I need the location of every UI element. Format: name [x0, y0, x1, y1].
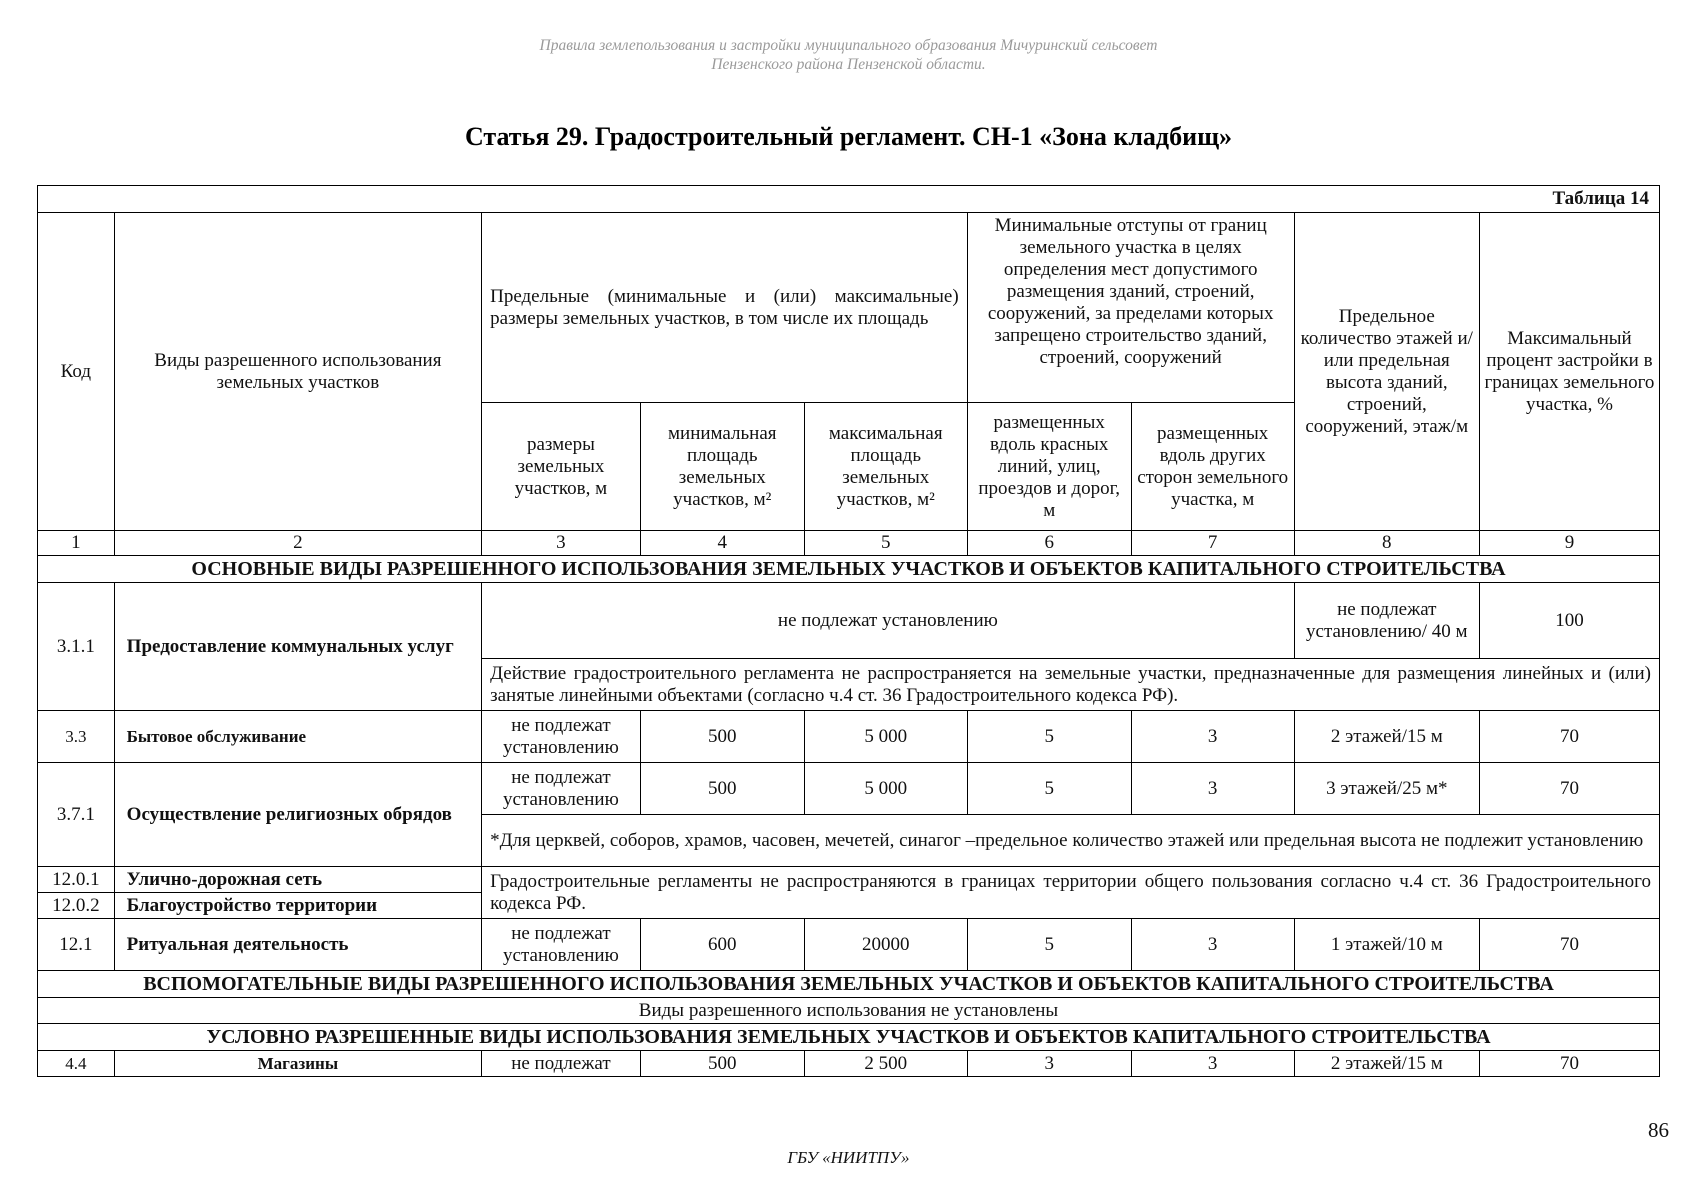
table-row: [38, 1051, 1660, 1077]
row-plot-size: не подлежат: [482, 1051, 641, 1077]
row-code: 12.0.2: [38, 893, 115, 919]
aux-note: Виды разрешенного использования не установлены: [38, 998, 1660, 1024]
row-min-area: 500: [640, 1051, 804, 1077]
row-floors: не подлежат установлению/ 40 м: [1294, 583, 1479, 659]
row-max-area: 5 000: [804, 763, 967, 815]
page-footer: ГБУ «НИИТПУ»: [787, 1148, 910, 1167]
header-max-area: максимальная площадь земельных участков, м²: [804, 403, 967, 531]
row-note: Градостроительные регламенты не распространяются в границах территории общего пользования согласно ч.4 ст. 36 Градостроительного кодекса РФ.: [482, 867, 1660, 919]
column-number: 1: [38, 531, 115, 556]
row-name: Магазины: [114, 1051, 481, 1077]
header-coverage: Максимальный процент застройки в границах земельного участка, %: [1479, 213, 1659, 531]
header-red-lines: размещенных вдоль красных линий, улиц, проездов и дорог, м: [967, 403, 1131, 531]
row-name: Благоустройство территории: [114, 893, 481, 919]
header-plot-sizes: Предельные (минимальные и (или) максимальные) размеры земельных участков, в том числе их площадь: [482, 213, 968, 403]
row-red-lines: 3: [967, 1051, 1131, 1077]
row-code: 3.3: [38, 711, 115, 763]
row-merged-value: не подлежат установлению: [482, 583, 1295, 659]
table-row: [38, 867, 1660, 893]
row-name: Предоставление коммунальных услуг: [114, 583, 481, 711]
page-number: 86: [1648, 1118, 1669, 1142]
row-min-area: 500: [640, 711, 804, 763]
row-max-area: 2 500: [804, 1051, 967, 1077]
header-floors: Предельное количество этажей и/или предельная высота зданий, строений, сооружений, этаж/м: [1294, 213, 1479, 531]
row-coverage: 100: [1479, 583, 1659, 659]
row-red-lines: 5: [967, 919, 1131, 971]
table-row: [38, 711, 1660, 763]
row-name: Улично-дорожная сеть: [114, 867, 481, 893]
row-code: 12.1: [38, 919, 115, 971]
section-aux-heading: ВСПОМОГАТЕЛЬНЫЕ ВИДЫ РАЗРЕШЕННОГО ИСПОЛЬЗОВАНИЯ ЗЕМЕЛЬНЫХ УЧАСТКОВ И ОБЪЕКТОВ КАПИТАЛЬНОГО СТРОИТЕЛЬСТВА: [38, 971, 1660, 998]
row-plot-size: не подлежат установлению: [482, 919, 641, 971]
column-number: 4: [640, 531, 804, 556]
row-code: 3.1.1: [38, 583, 115, 711]
row-code: 3.7.1: [38, 763, 115, 867]
row-other-sides: 3: [1131, 763, 1294, 815]
header-other-sides: размещенных вдоль других сторон земельного участка, м: [1131, 403, 1294, 531]
row-max-area: 5 000: [804, 711, 967, 763]
row-min-area: 600: [640, 919, 804, 971]
row-floors: 2 этажей/15 м: [1294, 1051, 1479, 1077]
row-plot-size: не подлежат установлению: [482, 763, 641, 815]
row-coverage: 70: [1479, 1051, 1659, 1077]
header-plot-size: размеры земельных участков, м: [482, 403, 641, 531]
row-coverage: 70: [1479, 711, 1659, 763]
row-note: *Для церквей, соборов, храмов, часовен, мечетей, синагог –предельное количество этажей или предельная высота не подлежит установлению: [482, 815, 1660, 867]
row-name: Ритуальная деятельность: [114, 919, 481, 971]
row-min-area: 500: [640, 763, 804, 815]
row-red-lines: 5: [967, 763, 1131, 815]
column-number: 6: [967, 531, 1131, 556]
header-use-types: Виды разрешенного использования земельных участков: [114, 213, 481, 531]
table-row: [38, 919, 1660, 971]
header-code: Код: [38, 213, 115, 531]
column-numbers-row: [38, 531, 1660, 556]
table-row: [38, 763, 1660, 815]
row-coverage: 70: [1479, 763, 1659, 815]
column-number: 8: [1294, 531, 1479, 556]
row-other-sides: 3: [1131, 711, 1294, 763]
row-other-sides: 3: [1131, 1051, 1294, 1077]
header-min-area: минимальная площадь земельных участков, м²: [640, 403, 804, 531]
regulation-table: [37, 185, 1660, 1077]
column-number: 9: [1479, 531, 1659, 556]
row-name: Осуществление религиозных обрядов: [114, 763, 481, 867]
column-number: 5: [804, 531, 967, 556]
header-setbacks: Минимальные отступы от границ земельного участка в целях определения мест допустимого размещения зданий, строений, сооружений, за пределами которых запрещено строительство зданий, строений, сооружений: [967, 213, 1294, 403]
column-number: 2: [114, 531, 481, 556]
row-code: 4.4: [38, 1051, 115, 1077]
column-number: 3: [482, 531, 641, 556]
row-red-lines: 5: [967, 711, 1131, 763]
running-header-line-1: Правила землепользования и застройки муниципального образования Мичуринский сельсовет: [539, 37, 1158, 54]
row-note: Действие градостроительного регламента не распространяется на земельные участки, предназначенные для размещения линейных и (или) занятые линейными объектами (согласно ч.4 ст. 36 Градостроительного кодекса РФ).: [482, 659, 1660, 711]
row-coverage: 70: [1479, 919, 1659, 971]
row-other-sides: 3: [1131, 919, 1294, 971]
section-main-heading: ОСНОВНЫЕ ВИДЫ РАЗРЕШЕННОГО ИСПОЛЬЗОВАНИЯ ЗЕМЕЛЬНЫХ УЧАСТКОВ И ОБЪЕКТОВ КАПИТАЛЬНОГО СТРОИТЕЛЬСТВА: [38, 556, 1660, 583]
row-max-area: 20000: [804, 919, 967, 971]
row-floors: 2 этажей/15 м: [1294, 711, 1479, 763]
row-name: Бытовое обслуживание: [114, 711, 481, 763]
table-row: [38, 583, 1660, 659]
row-plot-size: не подлежат установлению: [482, 711, 641, 763]
running-header: [0, 36, 1697, 74]
row-floors: 1 этажей/10 м: [1294, 919, 1479, 971]
article-title: Статья 29. Градостроительный регламент. СН-1 «Зона кладбищ»: [464, 122, 1233, 151]
row-floors: 3 этажей/25 м*: [1294, 763, 1479, 815]
section-conditional-heading: УСЛОВНО РАЗРЕШЕННЫЕ ВИДЫ ИСПОЛЬЗОВАНИЯ ЗЕМЕЛЬНЫХ УЧАСТКОВ И ОБЪЕКТОВ КАПИТАЛЬНОГО СТРОИТЕЛЬСТВА: [38, 1024, 1660, 1051]
row-code: 12.0.1: [38, 867, 115, 893]
running-header-line-2: Пензенского района Пензенской области.: [711, 56, 986, 73]
column-number: 7: [1131, 531, 1294, 556]
table-number: Таблица 14: [38, 186, 1660, 213]
